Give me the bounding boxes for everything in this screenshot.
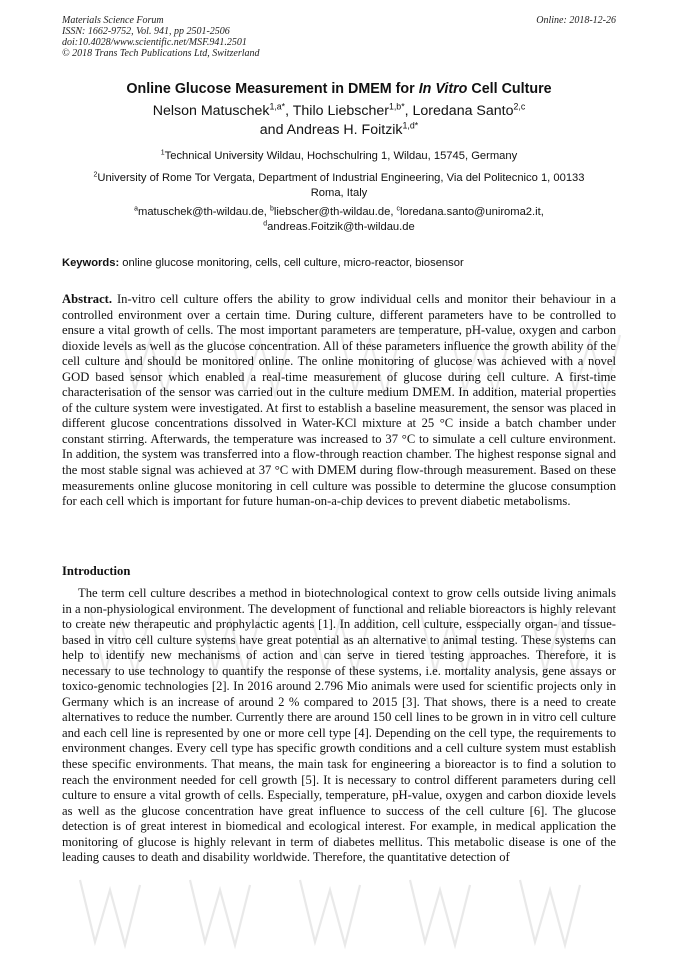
author-sep: , bbox=[285, 103, 293, 119]
journal-name: Materials Science Forum bbox=[62, 15, 164, 26]
email-sup: d bbox=[263, 219, 268, 227]
title-pre: Online Glucose Measurement in DMEM for bbox=[126, 81, 419, 97]
email-text: loredana.santo@uniroma2.it, bbox=[400, 206, 544, 218]
abstract-label: Abstract. bbox=[62, 292, 113, 306]
affiliation-text: Technical University Wildau, Hochschulring 1, Wildau, 15745, Germany bbox=[164, 150, 518, 162]
author-sup: 1,a* bbox=[269, 101, 286, 112]
journal-header bbox=[62, 15, 616, 59]
author-list bbox=[62, 102, 616, 139]
author-name: and Andreas H. Foitzik bbox=[259, 121, 403, 138]
email-line-2 bbox=[62, 220, 616, 235]
online-date: Online: 2018-12-26 bbox=[536, 15, 616, 26]
title-post: Cell Culture bbox=[467, 81, 552, 97]
affiliation-2 bbox=[80, 171, 598, 201]
paper-title bbox=[62, 81, 616, 97]
author-name: Loredana Santo bbox=[412, 103, 514, 119]
email-sup: b bbox=[270, 205, 274, 213]
title-italic: In Vitro bbox=[418, 81, 468, 97]
keywords bbox=[62, 257, 616, 269]
abstract-text: In-vitro cell culture offers the ability to grow individual cells and monitor their behaviour in a controlled environment over a certain time. During culture, different parameters have to be controlled to ensure a vital growth of cells. The most important parameters are temperature, pH-value, oxygen and carbon dioxide levels as well as the glucose concentration. All of these parameters influence the growth ability of the cell culture and should be monitored online. The online monitoring of glucose was achieved with a novel GOD based sensor which enabled a real-time measurement of glucose during cell culture. A first-time characterisation of the sensor was carried out in the culture medium DMEM. In addition, material properties of the culture system were investigated. At first to establish a baseline measurement, the sensor was placed in different glucose concentrations dissolved in Water-KCl mixture at 25 °C inside a batch chamber under constant stirring. Afterwards, the temperature was increased to 37 °C to simulate a cell culture environment. In addition, the system was transferred into a flow-through reaction chamber. The highest response signal and the most stable signal was achieved at 37 °C with DMEM during flow-through measurement. Based on these measurements online glucose monitoring in cell culture was possible to determine the glucose consumption for each cell which is important for future human-on-a-chip devices to prevent diabetic metabolisms. bbox=[62, 292, 616, 509]
issn-line: ISSN: 1662-9752, Vol. 941, pp 2501-2506 bbox=[62, 26, 230, 37]
doi-line: doi:10.4028/www.scientific.net/MSF.941.2501 bbox=[62, 37, 247, 48]
email-sup: c bbox=[396, 205, 401, 213]
affiliation-sup: 1 bbox=[160, 149, 165, 157]
author-sup: 2,c bbox=[513, 101, 526, 112]
email-line-1 bbox=[62, 205, 616, 220]
author-sup: 1,b* bbox=[388, 101, 405, 112]
email-list bbox=[62, 205, 616, 234]
email-text: liebscher@th-wildau.de, bbox=[273, 206, 397, 218]
author-name: Nelson Matuschek bbox=[152, 103, 270, 119]
affiliation-sup: 2 bbox=[93, 171, 98, 179]
email-sup: a bbox=[134, 205, 139, 213]
introduction-text: The term cell culture describes a method in biotechnological context to grow cells outside living animals in a non-physiological environment. The development of functional and reliable bioreactors is highly relevant to create new therapeutic and prophylactic agents [1]. In addition, cell culture, esspecially organ- and tissue-based in vitro cell culture systems have great potential as an alternative to animal testing. These systems can help to identify new mechanisms of action and can serve in tiered testing approaches. Therefore, it is necessary to use technology to quantify the response of these systems, i.e. mortality analysis, gene assays or toxico-genomic technologies [2]. In 2016 around 2.796 Mio animals were used for scientific projects only in Germany which is an increase of around 2 % compared to 2015 [3]. That shows, there is a need to create alternatives to reduce the number. Currently there are around 150 cell lines to be grown in in vitro cell culture and each cell line is represented by one or more cell type [4]. Depending on the cell type, the requirements to environment changes. Every cell type has specific growth conditions and a cell culture system must establish these specific environments. That means, the main task for engineering a bioreactor is to find a solution to reach the environment needed for cell growth [5]. It is necessary to control different parameters during cell culture to ensure a vital growth of cells. Especially, temperature, pH-value, oxygen and carbon dioxide levels as well as the glucose concentration have great influence to success of the cell culture [6]. The glucose detection is of great interest in biomedical and ecological interest. For example, in medical application the monitoring of glucose is highly relevant in term of diabetes mellitus. This metabolic disease is one of the leading causes to death and disability worldwide. Therefore, the quantitative detection of bbox=[62, 586, 616, 865]
copyright-line: © 2018 Trans Tech Publications Ltd, Switzerland bbox=[62, 48, 260, 59]
email-text: matuschek@th-wildau.de, bbox=[138, 206, 271, 218]
keywords-label: Keywords: bbox=[62, 257, 120, 269]
abstract bbox=[62, 292, 616, 510]
email-text: andreas.Foitzik@th-wildau.de bbox=[267, 220, 415, 233]
author-line-2 bbox=[62, 121, 616, 140]
author-sup: 1,d* bbox=[402, 119, 419, 130]
author-name: Thilo Liebscher bbox=[292, 103, 389, 119]
section-heading-introduction: Introduction bbox=[62, 564, 131, 578]
author-line-1 bbox=[62, 102, 616, 121]
affiliation-1 bbox=[62, 149, 616, 164]
keywords-text: online glucose monitoring, cells, cell culture, micro-reactor, biosensor bbox=[119, 257, 464, 269]
author-sep: , bbox=[404, 103, 413, 119]
affiliation-text: University of Rome Tor Vergata, Department of Industrial Engineering, Via del Politecnico 1, 00133 Roma, Italy bbox=[97, 172, 585, 199]
